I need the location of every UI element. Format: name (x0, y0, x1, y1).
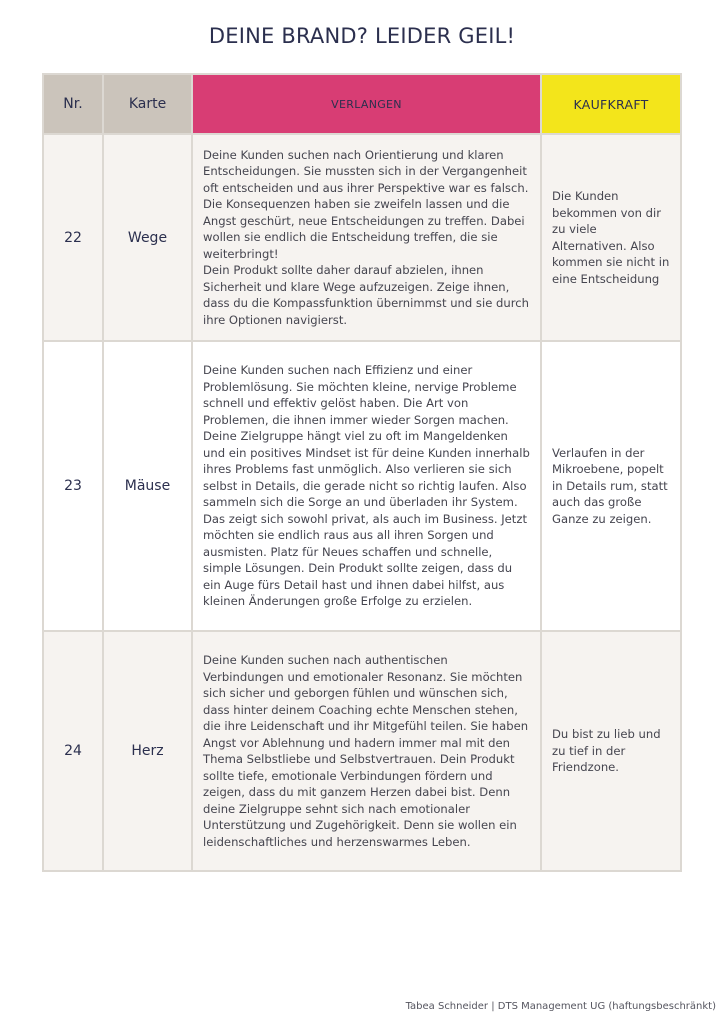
table-row (43, 134, 681, 341)
brand-table (42, 73, 682, 872)
cell-verlangen: Deine Kunden suchen nach Effizienz und einer Problemlösung. Sie möchten kleine, nervige Probleme schnell und effektiv gelöst haben. Die Art von Problemen, die ihnen immer wieder Sorgen machen. Deine Zielgruppe hängt viel zu oft im Mangeldenken und ein positives Mindset ist für deine Kunden innerhalb ihres Problems fast unmöglich. Also verlieren sie sich selbst in Details, die gerade nicht so richtig laufen. Also sammeln sich die Sorge an und überladen ihr System. Das zeigt sich sowohl privat, als auch im Business. Jetzt möchten sie endlich raus aus all ihren Sorgen und ausmisten. Platz für Neues schaffen und schnelle, simple Lösungen. Dein Produkt sollte zeigen, dass du ein Auge fürs Detail hast und ihnen dabei hilfst, aus kleinen Änderungen große Erfolge zu erzielen. (192, 341, 541, 631)
footer-credit: Tabea Schneider | DTS Management UG (haftungsbeschränkt) (405, 1001, 716, 1012)
table-header-row (43, 74, 681, 134)
header-kaufkraft: KAUFKRAFT (541, 74, 681, 134)
cell-verlangen (192, 134, 541, 341)
cell-nr: 24 (43, 631, 103, 871)
table-row (43, 341, 681, 631)
cell-karte: Herz (103, 631, 192, 871)
cell-kaufkraft: Du bist zu lieb und zu tief in der Friendzone. (541, 631, 681, 871)
cell-nr: 23 (43, 341, 103, 631)
header-nr: Nr. (43, 74, 103, 134)
cell-kaufkraft: Die Kunden bekommen von dir zu viele Alternativen. Also kommen sie nicht in eine Entscheidung (541, 134, 681, 341)
cell-verlangen: Deine Kunden suchen nach authentischen Verbindungen und emotionaler Resonanz. Sie möchten sich sicher und geborgen fühlen und wünschen sich, dass hinter deinem Coaching echte Menschen stehen, die ihre Leidenschaft und ihr Mitgefühl teilen. Sie haben Angst vor Ablehnung und hadern immer mal mit den Thema Selbstliebe und Selbstvertrauen. Dein Produkt sollte tiefe, emotionale Verbindungen fördern und zeigen, dass du mit ganzem Herzen dabei bist. Denn deine Zielgruppe sehnt sich nach emotionaler Unterstützung und Zugehörigkeit. Denn sie wollen ein leidenschaftliches und herzenswarmes Leben. (192, 631, 541, 871)
verlangen-text-part2: Dein Produkt sollte daher darauf abzielen, ihnen Sicherheit und klare Wege aufzuzeigen. Zeige ihnen, dass du die Kompassfunktion übernimmst und sie durch ihre Optionen navigierst. (203, 263, 529, 327)
header-verlangen: VERLANGEN (192, 74, 541, 134)
page-title: DEINE BRAND? LEIDER GEIL! (208, 24, 516, 48)
verlangen-text-part1: Deine Kunden suchen nach Orientierung und klaren Entscheidungen. Sie mussten sich in der Vergangenheit oft entscheiden und aus ihrer Perspektive war es falsch. Die Konsequenzen haben sie zweifeln lassen und die Angst geschürt, neue Entscheidungen zu treffen. Dabei wollen sie endlich die Entscheidung treffen, die sie weiterbringt! (203, 147, 529, 261)
cell-nr: 22 (43, 134, 103, 341)
cell-kaufkraft: Verlaufen in der Mikroebene, popelt in Details rum, statt auch das große Ganze zu zeigen. (541, 341, 681, 631)
cell-karte: Mäuse (103, 341, 192, 631)
header-karte: Karte (103, 74, 192, 134)
cell-karte: Wege (103, 134, 192, 341)
table-row (43, 631, 681, 871)
